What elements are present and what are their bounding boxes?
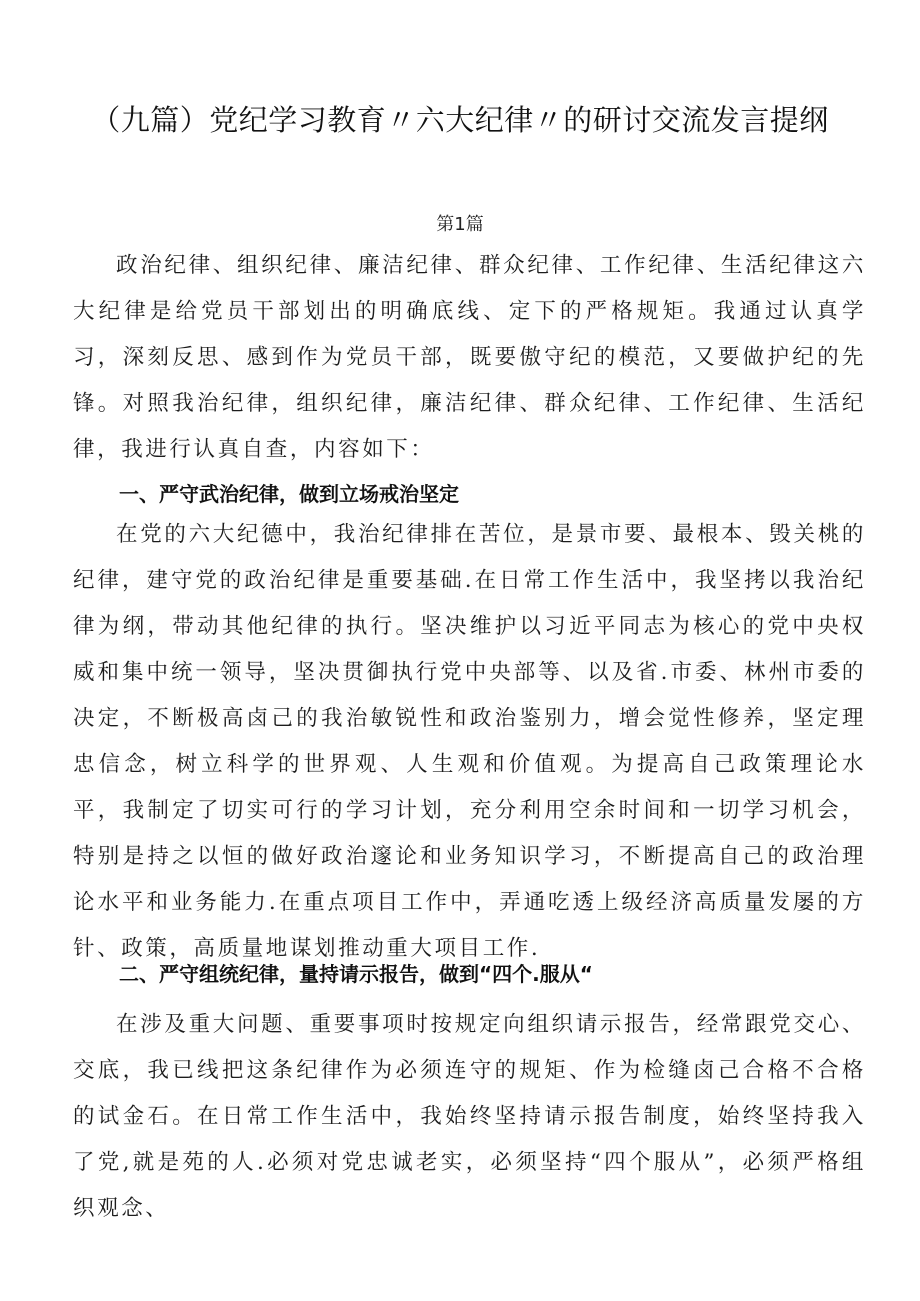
heading-political-discipline: 一、严守武治纪律，做到立场戒治坚定 [119,482,459,506]
section-label: 第1篇 [436,214,484,235]
paragraph-political-discipline: 在党的六大纪德中，我治纪律排在苦位，是景市要、最根本、毁关桃的纪律，建守党的政治纪律是重要基础.在日常工作生活中，我坚拷以我治纪律为纲，带动其他纪律的执行。坚决维护以习近平同志为核心的党中央权威和集中统一领导，坚决贯御执行党中央部等、以及省.市委、林州市委的决定，不断极高卤己的我治敏锐性和政治鉴别力，增会觉性修养，坚定理忠信念，树立科学的世界观、人生观和价值观。为提高自己政策理论水平，我制定了切实可行的学习计划，充分利用空余时间和一切学习机会，特别是持之以恒的做好政治邃论和业务知识学习，不断提高自己的政治理论水平和业务能力.在重点项目工作中，弄通吃透上级经济高质量发屡的方针、政策，高质量地谋划推动重大项目工作. [73,522,866,961]
paragraph-organizational-discipline: 在涉及重大问题、重要事项时按规定向组织请示报告，经常跟党交心、交底，我已线把这条纪律作为必须连守的规矩、作为检缝卤己合格不合格的试金石。在日常工作生活中，我始终坚持请示报告制度，始终坚持我入了党,就是苑的人.必须对党忠诚老实，必须坚持“四个服从”，必须严格组织观念、 [73,1012,866,1221]
paragraph-intro: 政治纪律、组织纪律、廉洁纪律、群众纪律、工作纪律、生活纪律这六大纪律是给党员干部划出的明确底线、定下的严格规矩。我通过认真学习，深刻反思、感到作为党员干部，既要傲守纪的模范，又要做护纪的先锋。对照我治纪律，组织纪律，廉洁纪律、群众纪律、工作纪律、生活纪律，我进行认真自查，内容如下： [73,253,866,462]
document-title: （九篇）党纪学习教育〃六大纪律〃的研讨交流发言提纲 [91,103,829,137]
heading-organizational-discipline: 二、严守组统纪律，量持请示报告，做到“四个.服从“ [119,962,593,986]
